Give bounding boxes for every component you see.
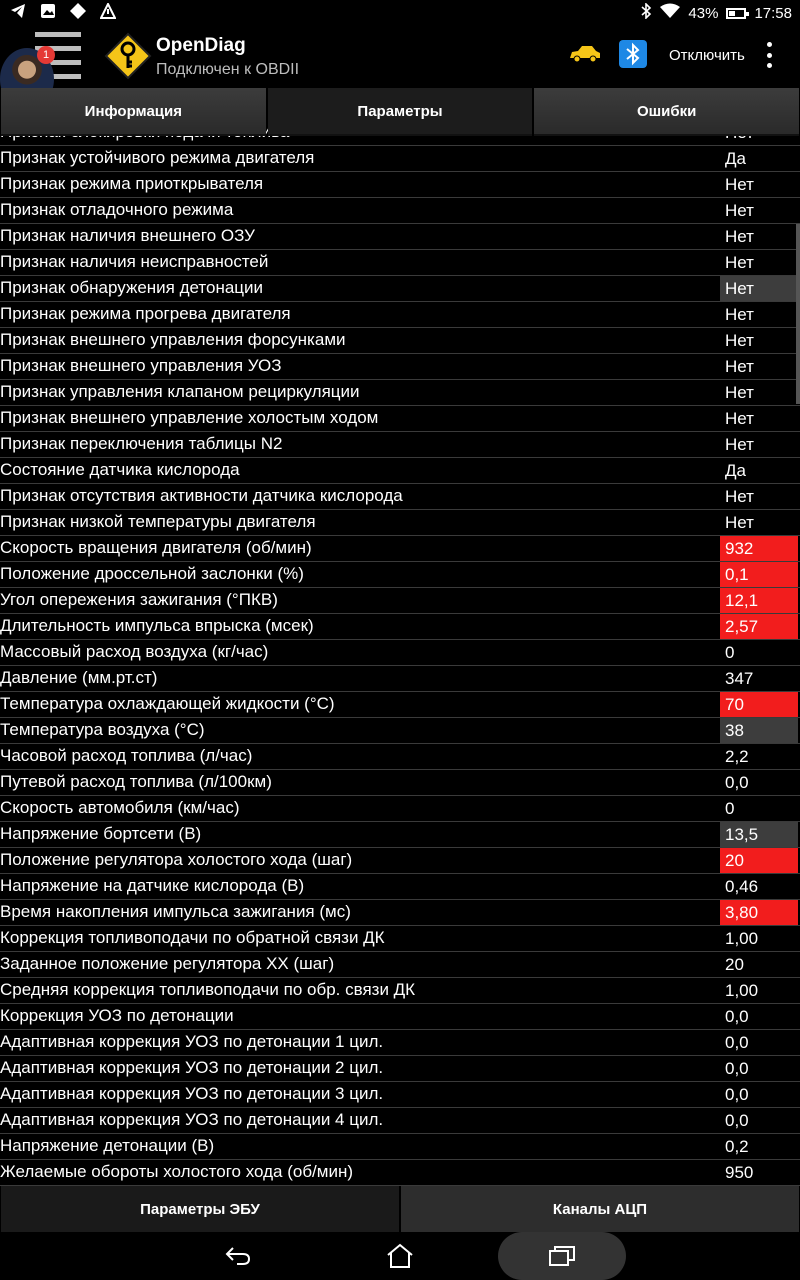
table-row[interactable] — [0, 484, 800, 510]
parameter-value: Нет — [725, 175, 754, 194]
navigation-bar — [0, 1232, 800, 1280]
parameter-value: 12,1 — [720, 588, 798, 613]
parameter-value: 932 — [720, 536, 798, 561]
table-row[interactable] — [0, 614, 800, 640]
parameters-list[interactable] — [0, 120, 800, 1186]
table-row[interactable] — [0, 302, 800, 328]
table-row[interactable] — [0, 874, 800, 900]
parameter-value: 0,0 — [725, 1085, 749, 1104]
parameter-name: Состояние датчика кислорода — [0, 460, 240, 479]
table-row[interactable] — [0, 666, 800, 692]
parameter-name: Признак отсутствия активности датчика кислорода — [0, 486, 403, 505]
table-row[interactable] — [0, 146, 800, 172]
parameter-value: 1,00 — [725, 929, 759, 948]
parameter-value: Нет — [725, 305, 754, 324]
parameter-value: 0 — [725, 643, 735, 662]
table-row[interactable] — [0, 770, 800, 796]
parameter-name: Признак режима приоткрывателя — [0, 174, 264, 193]
parameter-name: Температура охлаждающей жидкости (°C) — [0, 694, 335, 713]
parameter-value: 20 — [720, 848, 798, 873]
table-row[interactable] — [0, 406, 800, 432]
app-logo-icon — [104, 32, 152, 80]
table-row[interactable] — [0, 328, 800, 354]
parameter-value: 70 — [720, 692, 798, 717]
main-tabs — [0, 88, 800, 136]
app-bar — [0, 26, 800, 88]
bluetooth-adapter-icon[interactable] — [619, 40, 647, 68]
list-scrollbar[interactable] — [796, 224, 800, 404]
parameter-name: Угол опережения зажигания (°ПКВ) — [0, 590, 278, 609]
parameter-value: 0,0 — [725, 773, 749, 792]
table-row[interactable] — [0, 1160, 800, 1186]
clock: 17:58 — [754, 4, 792, 22]
parameter-value: 0,1 — [720, 562, 798, 587]
table-row[interactable] — [0, 198, 800, 224]
overflow-menu-icon[interactable] — [762, 42, 776, 68]
table-row[interactable] — [0, 796, 800, 822]
tab-0[interactable]: Информация — [1, 88, 266, 136]
table-row[interactable] — [0, 380, 800, 406]
table-row[interactable] — [0, 848, 800, 874]
parameter-name: Температура воздуха (°C) — [0, 720, 205, 739]
parameter-name: Напряжение бортсети (В) — [0, 824, 202, 843]
parameter-name: Признак наличия внешнего ОЗУ — [0, 226, 255, 245]
parameter-name: Положение дроссельной заслонки (%) — [0, 564, 304, 583]
parameter-value: 2,2 — [725, 747, 749, 766]
wifi-icon — [660, 3, 680, 23]
telegram-icon — [10, 3, 26, 19]
table-row[interactable] — [0, 1082, 800, 1108]
parameter-value: 20 — [725, 955, 744, 974]
parameter-name: Напряжение на датчике кислорода (В) — [0, 876, 305, 895]
table-row[interactable] — [0, 458, 800, 484]
table-row[interactable] — [0, 1030, 800, 1056]
parameter-value: Нет — [725, 409, 754, 428]
table-row[interactable] — [0, 900, 800, 926]
parameter-value: 0,0 — [725, 1059, 749, 1078]
table-row[interactable] — [0, 952, 800, 978]
table-row[interactable] — [0, 536, 800, 562]
table-row[interactable] — [0, 1108, 800, 1134]
parameter-name: Признак устойчивого режима двигателя — [0, 148, 315, 167]
status-bar — [0, 0, 800, 26]
table-row[interactable] — [0, 926, 800, 952]
parameter-value: Нет — [725, 331, 754, 350]
parameter-name: Адаптивная коррекция УОЗ по детонации 3 цил. — [0, 1084, 384, 1103]
parameter-value: Нет — [725, 227, 754, 246]
parameter-name: Адаптивная коррекция УОЗ по детонации 4 цил. — [0, 1110, 384, 1129]
parameter-name: Признак режима прогрева двигателя — [0, 304, 291, 323]
parameter-name: Скорость автомобиля (км/час) — [0, 798, 240, 817]
parameter-name: Массовый расход воздуха (кг/час) — [0, 642, 269, 661]
table-row[interactable] — [0, 588, 800, 614]
parameter-value: 3,80 — [720, 900, 798, 925]
table-row[interactable] — [0, 172, 800, 198]
table-row[interactable] — [0, 718, 800, 744]
parameter-value: 0,0 — [725, 1111, 749, 1130]
parameter-name: Признак управления клапаном рециркуляции — [0, 382, 360, 401]
table-row[interactable] — [0, 224, 800, 250]
table-row[interactable] — [0, 822, 800, 848]
parameter-value: 2,57 — [720, 614, 798, 639]
app-title: OpenDiag — [156, 35, 246, 56]
back-icon[interactable] — [218, 1232, 258, 1280]
parameter-name: Напряжение детонации (В) — [0, 1136, 215, 1155]
tab-2[interactable]: Ошибки — [534, 88, 799, 136]
parameter-name: Давление (мм.рт.ст) — [0, 668, 158, 687]
bluetooth-icon — [640, 3, 652, 23]
parameter-value: 0,2 — [725, 1137, 749, 1156]
recent-apps-icon[interactable] — [542, 1232, 582, 1280]
table-row[interactable] — [0, 744, 800, 770]
table-row[interactable] — [0, 276, 800, 302]
table-row[interactable] — [0, 640, 800, 666]
parameter-value: 0,0 — [725, 1007, 749, 1026]
warning-icon — [100, 3, 116, 19]
parameter-name: Положение регулятора холостого хода (шаг) — [0, 850, 353, 869]
parameter-value: Нет — [725, 383, 754, 402]
parameter-name: Средняя коррекция топливоподачи по обр. связи ДК — [0, 980, 416, 999]
parameter-value: Нет — [725, 513, 754, 532]
parameter-name: Адаптивная коррекция УОЗ по детонации 2 цил. — [0, 1058, 384, 1077]
parameter-value: 0,46 — [725, 877, 759, 896]
bottom-tab-0[interactable]: Параметры ЭБУ — [1, 1186, 399, 1232]
parameter-value: Да — [725, 461, 746, 480]
parameter-name: Часовой расход топлива (л/час) — [0, 746, 253, 765]
parameter-value: Нет — [725, 253, 754, 272]
parameter-name: Признак отладочного режима — [0, 200, 234, 219]
table-row[interactable] — [0, 1056, 800, 1082]
table-row[interactable] — [0, 692, 800, 718]
connection-status: Подключен к OBDII — [156, 61, 300, 78]
parameter-name: Время накопления импульса зажигания (мс) — [0, 902, 351, 921]
parameter-value: 38 — [720, 718, 798, 743]
parameter-name: Скорость вращения двигателя (об/мин) — [0, 538, 312, 557]
table-row[interactable] — [0, 978, 800, 1004]
home-icon[interactable] — [380, 1232, 420, 1280]
parameter-value: Нет — [725, 435, 754, 454]
parameter-name: Длительность импульса впрыска (мсек) — [0, 616, 314, 635]
parameter-value: 1,00 — [725, 981, 759, 1000]
diamond-icon — [70, 3, 86, 19]
table-row[interactable] — [0, 354, 800, 380]
bottom-tabs — [0, 1186, 800, 1232]
disconnect-button[interactable]: Отключить — [669, 47, 745, 64]
bottom-tab-1[interactable]: Каналы АЦП — [401, 1186, 799, 1232]
parameter-value: Нет — [725, 357, 754, 376]
parameter-name: Коррекция УОЗ по детонации — [0, 1006, 234, 1025]
parameter-value: 13,5 — [720, 822, 798, 847]
parameter-name: Признак внешнего управления форсунками — [0, 330, 346, 349]
parameter-name: Адаптивная коррекция УОЗ по детонации 1 цил. — [0, 1032, 384, 1051]
battery-percent: 43% — [688, 4, 719, 22]
parameter-name: Путевой расход топлива (л/100км) — [0, 772, 272, 791]
parameter-name: Признак наличия неисправностей — [0, 252, 269, 271]
parameter-value: 347 — [725, 669, 754, 688]
parameter-name: Заданное положение регулятора XX (шаг) — [0, 954, 335, 973]
parameter-value: 0 — [725, 799, 735, 818]
parameter-value: 0,0 — [725, 1033, 749, 1052]
parameter-value: Нет — [725, 487, 754, 506]
parameter-value: 950 — [725, 1163, 754, 1182]
tab-1[interactable]: Параметры — [268, 88, 533, 136]
notification-badge: 1 — [37, 46, 55, 64]
parameter-value: Нет — [725, 201, 754, 220]
parameter-name: Желаемые обороты холостого хода (об/мин) — [0, 1162, 354, 1181]
gallery-icon — [40, 3, 56, 19]
parameter-name: Признак обнаружения детонации — [0, 278, 264, 297]
parameter-value: Да — [725, 149, 746, 168]
table-row[interactable] — [0, 432, 800, 458]
parameter-name: Признак переключения таблицы N2 — [0, 434, 283, 453]
table-row[interactable] — [0, 562, 800, 588]
parameter-value: Нет — [720, 276, 798, 301]
parameter-name: Признак внешнего управление холостым ходом — [0, 408, 379, 427]
parameter-name: Признак внешнего управления УОЗ — [0, 356, 282, 375]
parameter-name: Коррекция топливоподачи по обратной связи ДК — [0, 928, 385, 947]
battery-icon — [726, 8, 746, 19]
table-row[interactable] — [0, 510, 800, 536]
parameter-name: Признак низкой температуры двигателя — [0, 512, 316, 531]
car-icon[interactable] — [568, 44, 602, 64]
table-row[interactable] — [0, 1004, 800, 1030]
table-row[interactable] — [0, 1134, 800, 1160]
table-row[interactable] — [0, 250, 800, 276]
